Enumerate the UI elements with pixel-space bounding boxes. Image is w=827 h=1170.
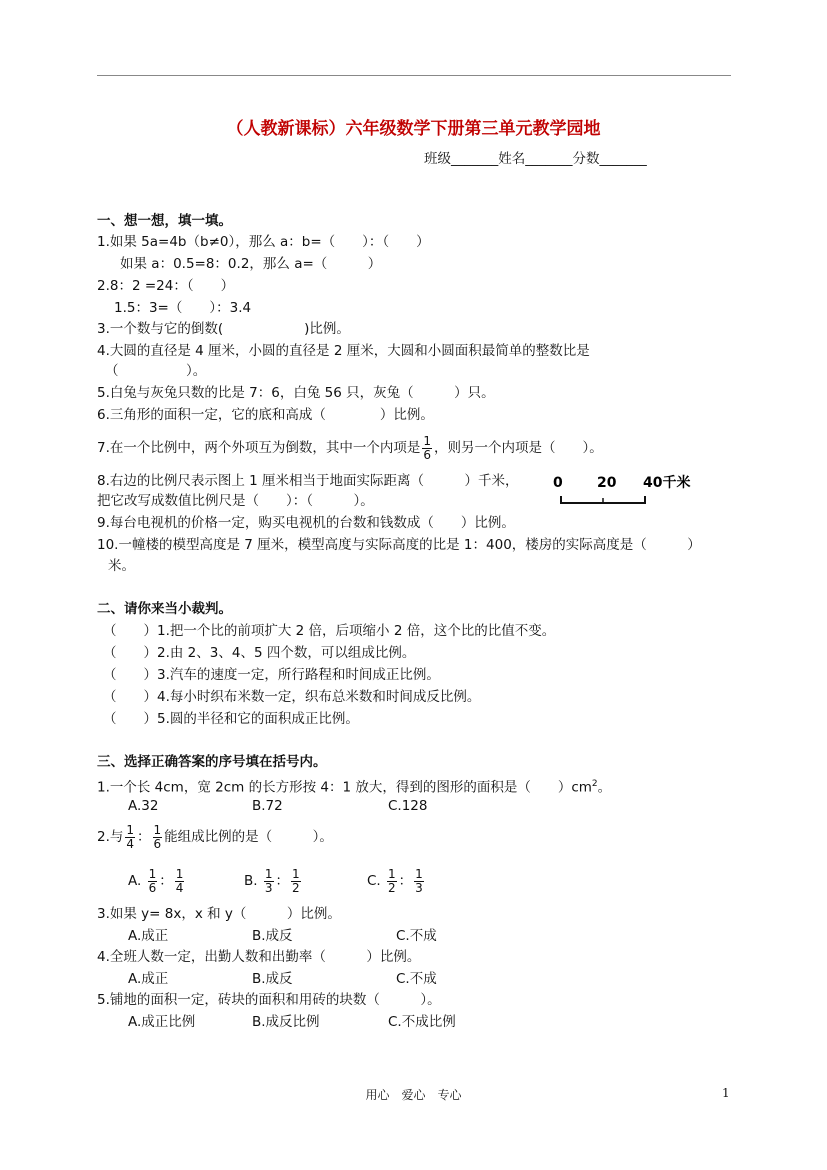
choice-3-option-c: C.不成: [396, 928, 437, 944]
question-6: 6.三角形的面积一定，它的底和高成（ ）比例。: [97, 407, 434, 423]
page-footer: 用心 爱心 专心: [365, 1088, 462, 1102]
page-title: （人教新课标）六年级数学下册第三单元教学园地: [226, 119, 601, 139]
choice-1-option-c: C.128: [388, 798, 428, 814]
choice-5-option-a: A.成正比例: [128, 1014, 196, 1030]
question-1b: 如果 a：0.5=8：0.2，那么 a=（ ）: [120, 256, 382, 272]
choice-1: 1.一个长 4cm，宽 2cm 的长方形按 4：1 放大，得到的图形的面积是（ ）$cm^2$。: [97, 779, 612, 796]
section-3-title: 三、选择正确答案的序号填在括号内。: [97, 754, 327, 770]
choice-2: 2.与 $\frac{1}{4}$ ： $\frac{1}{6}$ 能组成比例的是（ ）。: [97, 822, 333, 851]
question-3: 3.一个数与它的倒数( )比例。: [97, 321, 350, 337]
question-4a: 4.大圆的直径是 4 厘米，小圆的直径是 2 厘米，大圆和小圆面积最简单的整数比是: [97, 343, 590, 359]
question-9: 9.每台电视机的价格一定，购买电视机的台数和钱数成（ ）比例。: [97, 515, 515, 531]
fraction-one-sixth-2: $\frac{1}{6}$: [153, 822, 162, 851]
question-5: 5.白兔与灰兔只数的比是 7：6，白兔 56 只，灰兔（ ）只。: [97, 385, 495, 401]
judge-4: （ ）4.每小时织布米数一定，织布总米数和时间成反比例。: [103, 689, 481, 705]
question-8b: 把它改写成数值比例尺是（ ）：（ ）。: [97, 493, 374, 509]
section-1-title: 一、想一想，填一填。: [97, 213, 232, 229]
judge-2: （ ）2.由 2、3、4、5 四个数，可以组成比例。: [103, 645, 416, 661]
student-info-line: 班级_______姓名_______分数_______: [424, 151, 647, 167]
question-1a: 1.如果 5a=4b（b≠0），那么 a：b=（ ）：（ ）: [97, 234, 430, 250]
choice-3-option-a: A.成正: [128, 928, 169, 944]
question-8a: 8.右边的比例尺表示图上 1 厘米相当于地面实际距离（ ）千米，: [97, 473, 519, 489]
question-10a: 10.一幢楼的模型高度是 7 厘米，模型高度与实际高度的比是 1：400，楼房的实际高度是（ ）: [97, 537, 701, 553]
page-number: 1: [722, 1086, 730, 1100]
judge-3: （ ）3.汽车的速度一定，所行路程和时间成正比例。: [103, 667, 440, 683]
question-10b: 米。: [108, 558, 135, 574]
choice-1-option-b: B.72: [252, 798, 283, 814]
scale-tick-40: 40千米: [643, 475, 691, 491]
choice-4: 4.全班人数一定，出勤人数和出勤率（ ）比例。: [97, 949, 421, 965]
choice-3-option-b: B.成反: [252, 928, 293, 944]
scale-bar: [553, 473, 703, 509]
fraction-one-quarter: $\frac{1}{4}$: [126, 822, 135, 851]
judge-5: （ ）5.圆的半径和它的面积成正比例。: [103, 711, 359, 727]
question-7-end: ，则另一个内项是（ ）。: [434, 440, 603, 456]
choice-4-option-b: B.成反: [252, 971, 293, 987]
choice-4-option-a: A.成正: [128, 971, 169, 987]
choice-4-option-c: C.不成: [396, 971, 437, 987]
scale-tick-20: 20: [597, 475, 617, 491]
header-rule: [97, 75, 731, 76]
question-4b: （ ）。: [105, 363, 207, 379]
question-2a: 2.8：2 =24：（ ）: [97, 278, 235, 294]
section-2-title: 二、请你来当小裁判。: [97, 601, 232, 617]
choice-2-option-a: A. $\frac{1}{6}$ ： $\frac{1}{4}$: [128, 866, 184, 895]
fraction-one-sixth: $\frac{1}{6}$: [423, 433, 432, 462]
judge-1: （ ）1.把一个比的前项扩大 2 倍，后项缩小 2 倍，这个比的比值不变。: [103, 623, 556, 639]
scale-tick-0: 0: [553, 475, 563, 491]
question-2b: 1.5：3=（ ）：3.4: [114, 300, 252, 316]
choice-2-option-c: C. $\frac{1}{2}$ ： $\frac{1}{3}$: [367, 866, 423, 895]
choice-5-option-c: C.不成比例: [388, 1014, 456, 1030]
question-7-text: 7.在一个比例中，两个外项互为倒数，其中一个内项是: [97, 440, 421, 456]
choice-5: 5.铺地的面积一定，砖块的面积和用砖的块数（ ）。: [97, 992, 441, 1008]
choice-1-option-a: A.32: [128, 798, 159, 814]
choice-5-option-b: B.成反比例: [252, 1014, 320, 1030]
choice-2-option-b: B. $\frac{1}{3}$ ： $\frac{1}{2}$: [244, 866, 300, 895]
choice-3: 3.如果 y= 8x，x 和 y（ ）比例。: [97, 906, 341, 922]
question-7: [97, 432, 603, 464]
